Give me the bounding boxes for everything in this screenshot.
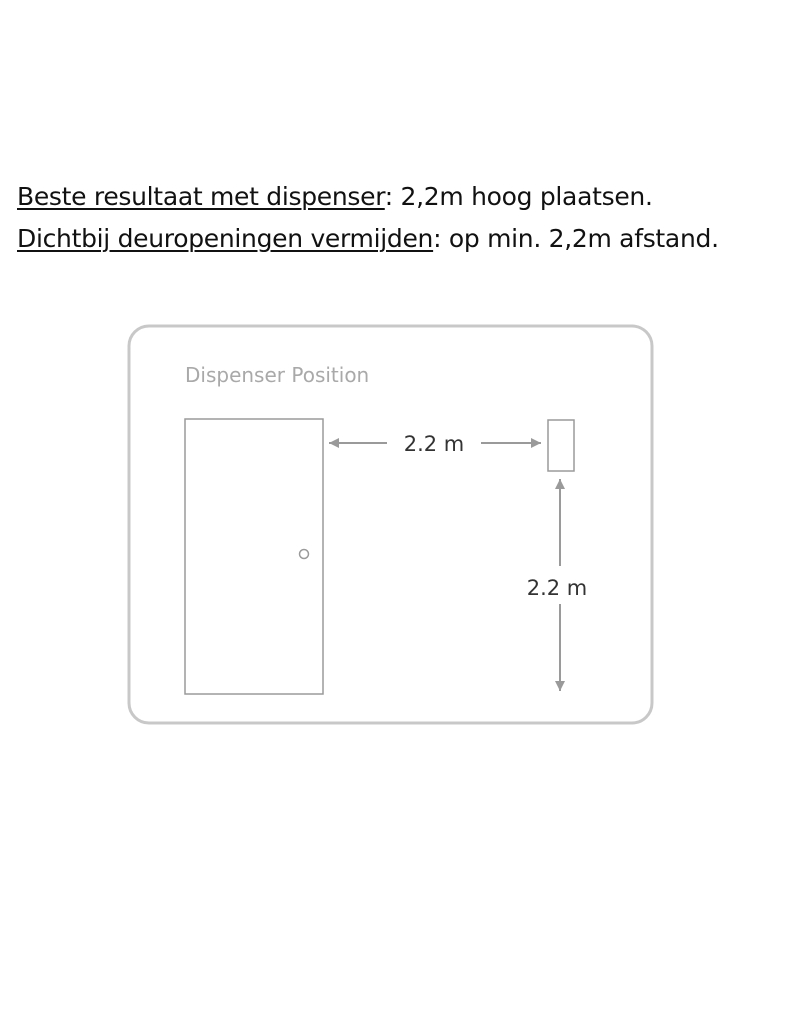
instruction-height-label: Beste resultaat met dispenser xyxy=(17,182,385,211)
diagram-title: Dispenser Position xyxy=(185,363,370,387)
vertical-height-label: 2.2 m xyxy=(526,576,588,600)
instruction-distance-text: : op min. 2,2m afstand. xyxy=(433,224,719,253)
instruction-distance-label: Dichtbij deuropeningen vermijden xyxy=(17,224,434,253)
horizontal-distance-label: 2.2 m xyxy=(403,432,465,456)
instruction-height-text: : 2,2m hoog plaatsen. xyxy=(384,182,653,211)
